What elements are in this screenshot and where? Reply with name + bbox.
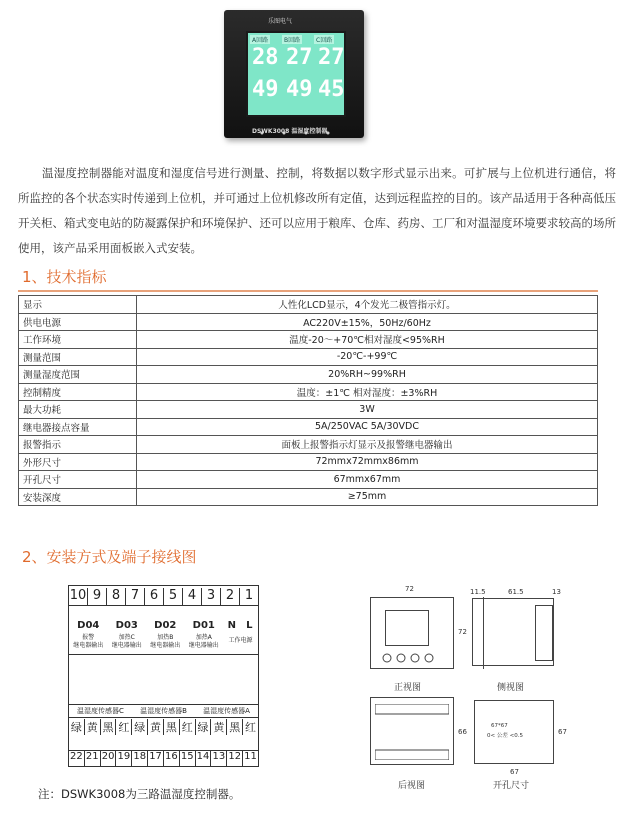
model-label: DSWK3008 温湿度控制器 <box>252 128 328 135</box>
spec-row <box>19 331 598 349</box>
wire-color: 红 <box>180 719 196 735</box>
wire-color: 黄 <box>148 719 164 735</box>
back-caption: 后视图 <box>398 781 426 791</box>
terminal-number: 4 <box>183 588 202 605</box>
spec-value: 5A/250VAC 5A/30VDC <box>137 418 598 436</box>
terminal-number: 9 <box>88 588 107 605</box>
relay-desc-heat-a: 加热A 继电器输出 <box>188 634 219 649</box>
relay-d03: D03 <box>115 620 138 631</box>
spec-key: 最大功耗 <box>19 401 137 419</box>
divider-line <box>69 717 258 718</box>
terminal-number: 7 <box>126 588 145 605</box>
side-view-drawing <box>472 598 554 666</box>
sensor-b-label: 温湿度传感器B <box>140 707 187 715</box>
relay-d02: D02 <box>154 620 177 631</box>
sensor-labels <box>69 707 258 715</box>
spec-table <box>18 295 598 506</box>
terminal-number: 13 <box>211 751 227 766</box>
sensor-a-label: 温湿度传感器A <box>203 707 250 715</box>
wire-color: 黄 <box>211 719 227 735</box>
terminal-number: 15 <box>180 751 196 766</box>
terminal-number: 22 <box>69 751 85 766</box>
spec-row <box>19 436 598 454</box>
spec-row <box>19 453 598 471</box>
wire-color: 绿 <box>69 719 85 735</box>
wire-color-row <box>69 719 258 735</box>
spec-row <box>19 488 598 506</box>
back-height: 66 <box>458 728 467 736</box>
terminal-number: 2 <box>221 588 240 605</box>
spec-value: ≥75mm <box>137 488 598 506</box>
spec-value: 面板上报警指示灯显示及报警继电器输出 <box>137 436 598 454</box>
spec-value: 67mmx67mm <box>137 471 598 489</box>
relay-desc-heat-b: 加热B 继电器输出 <box>150 634 181 649</box>
lcd-tab-a: A回路 <box>252 37 269 44</box>
lcd-tab-c: C回路 <box>316 37 333 44</box>
terminal-wiring-diagram <box>68 585 259 767</box>
spec-value: 20%RH~99%RH <box>137 366 598 384</box>
spec-value: 温度：±1℃ 相对湿度：±3%RH <box>137 383 598 401</box>
spec-key: 工作环境 <box>19 331 137 349</box>
cutout-label-1: 67*67 <box>491 723 508 729</box>
section-divider <box>18 290 598 292</box>
top-terminal-numbers <box>69 588 258 606</box>
power-l: L <box>246 620 253 631</box>
spec-key: 报警指示 <box>19 436 137 454</box>
product-photo <box>224 10 364 138</box>
side-dim-2: 61.5 <box>508 588 524 596</box>
terminal-number: 6 <box>145 588 164 605</box>
indicator-leds <box>254 120 334 123</box>
relay-labels <box>69 620 258 631</box>
spec-value: -20℃-+99℃ <box>137 348 598 366</box>
wire-color: 红 <box>245 721 257 734</box>
terminal-number: 8 <box>107 588 126 605</box>
terminal-number: 21 <box>85 751 101 766</box>
relay-d04: D04 <box>77 620 100 631</box>
wire-color: 黑 <box>164 719 180 735</box>
spec-key: 安装深度 <box>19 488 137 506</box>
spec-row <box>19 296 598 314</box>
spec-value: 人性化LCD显示，4个发光二极管指示灯。 <box>137 296 598 314</box>
cutout-caption: 开孔尺寸 <box>493 781 530 791</box>
side-dim-1: 11.5 <box>470 588 486 596</box>
spec-row <box>19 313 598 331</box>
cutout-width: 67 <box>510 768 519 776</box>
lcd-digit-temp-c: 27 <box>318 45 345 70</box>
terminal-number: 19 <box>116 751 132 766</box>
model-note: 注：DSWK3008为三路温湿度控制器。 <box>38 787 241 801</box>
front-view-drawing <box>370 597 454 669</box>
spec-value: AC220V±15%，50Hz/60Hz <box>137 313 598 331</box>
spec-key: 测量湿度范围 <box>19 366 137 384</box>
relay-desc-alarm: 报警 继电器输出 <box>73 634 104 649</box>
terminal-number: 3 <box>202 588 221 605</box>
wire-color: 绿 <box>196 719 212 735</box>
wire-color: 红 <box>116 719 132 735</box>
spec-key: 开孔尺寸 <box>19 471 137 489</box>
brand-logo: 乐图电气 <box>268 18 293 25</box>
lcd-tab-b: B回路 <box>284 37 301 44</box>
lcd-digit-hum-b: 49 <box>286 77 313 102</box>
section-title-wiring: 2、安装方式及端子接线图 <box>22 548 197 566</box>
bottom-terminal-numbers <box>69 750 258 766</box>
front-height: 72 <box>458 628 467 636</box>
spec-key: 供电电源 <box>19 313 137 331</box>
spec-row <box>19 348 598 366</box>
terminal-number: 10 <box>69 588 87 603</box>
section-title-specs: 1、技术指标 <box>22 268 107 286</box>
side-caption: 侧视图 <box>497 683 525 693</box>
power-n: N <box>227 620 236 631</box>
spec-row <box>19 383 598 401</box>
terminal-number: 5 <box>164 588 183 605</box>
spec-key: 外形尺寸 <box>19 453 137 471</box>
wire-color: 黑 <box>227 719 243 735</box>
relay-descriptions <box>69 634 258 650</box>
wire-color: 绿 <box>132 719 148 735</box>
front-width: 72 <box>405 585 414 593</box>
lcd-digit-temp-b: 27 <box>286 45 313 70</box>
terminal-number: 11 <box>244 751 257 762</box>
cutout-height: 67 <box>558 728 567 736</box>
wire-color: 黄 <box>85 719 101 735</box>
terminal-number: 12 <box>227 751 243 766</box>
spec-value: 3W <box>137 401 598 419</box>
relay-d01: D01 <box>192 620 215 631</box>
relay-desc-power: 工作电源 <box>228 637 253 644</box>
divider-line <box>69 704 258 705</box>
spec-row <box>19 471 598 489</box>
terminal-number: 14 <box>196 751 212 766</box>
terminal-number: 1 <box>244 588 254 603</box>
sensor-c-label: 温湿度传感器C <box>77 707 124 715</box>
spec-key: 控制精度 <box>19 383 137 401</box>
lcd-digit-temp-a: 28 <box>252 45 279 70</box>
terminal-number: 20 <box>101 751 117 766</box>
lcd-screen <box>246 31 346 117</box>
spec-row <box>19 366 598 384</box>
intro-paragraph: 温湿度控制器能对温度和湿度信号进行测量、控制，将数据以数字形式显示出来。可扩展与上位机进行通信，将所监控的各个状态实时传递到上位机，并可通过上位机修改所有定值，达到远程监控的目的。该产品适用于各种高低压开关柜、箱式变电站的防凝露保护和环境保护、还可以应用于粮库、仓库、药房、工厂和对温湿度环境要求较高的场所使用，该产品采用面板嵌入式安装。 <box>18 166 616 255</box>
spec-row <box>19 401 598 419</box>
wire-color: 黑 <box>101 719 117 735</box>
cutout-drawing <box>474 700 554 764</box>
spec-key: 测量范围 <box>19 348 137 366</box>
back-view-drawing <box>370 697 454 765</box>
spec-key: 显示 <box>19 296 137 314</box>
lcd-digit-hum-a: 49 <box>252 77 279 102</box>
divider-line <box>69 654 258 655</box>
spec-row <box>19 418 598 436</box>
spec-value: 温度-20～+70℃相对湿度<95%RH <box>137 331 598 349</box>
front-caption: 正视图 <box>394 683 422 693</box>
lcd-digit-hum-c: 45 <box>318 77 345 102</box>
terminal-number: 16 <box>164 751 180 766</box>
side-dim-3: 13 <box>552 588 561 596</box>
spec-value: 72mmx72mmx86mm <box>137 453 598 471</box>
terminal-number: 17 <box>148 751 164 766</box>
relay-desc-heat-c: 加热C 继电器输出 <box>111 634 142 649</box>
terminal-number: 18 <box>132 751 148 766</box>
spec-key: 继电器接点容量 <box>19 418 137 436</box>
cutout-label-2: 0< 公差 <0.5 <box>487 733 523 739</box>
